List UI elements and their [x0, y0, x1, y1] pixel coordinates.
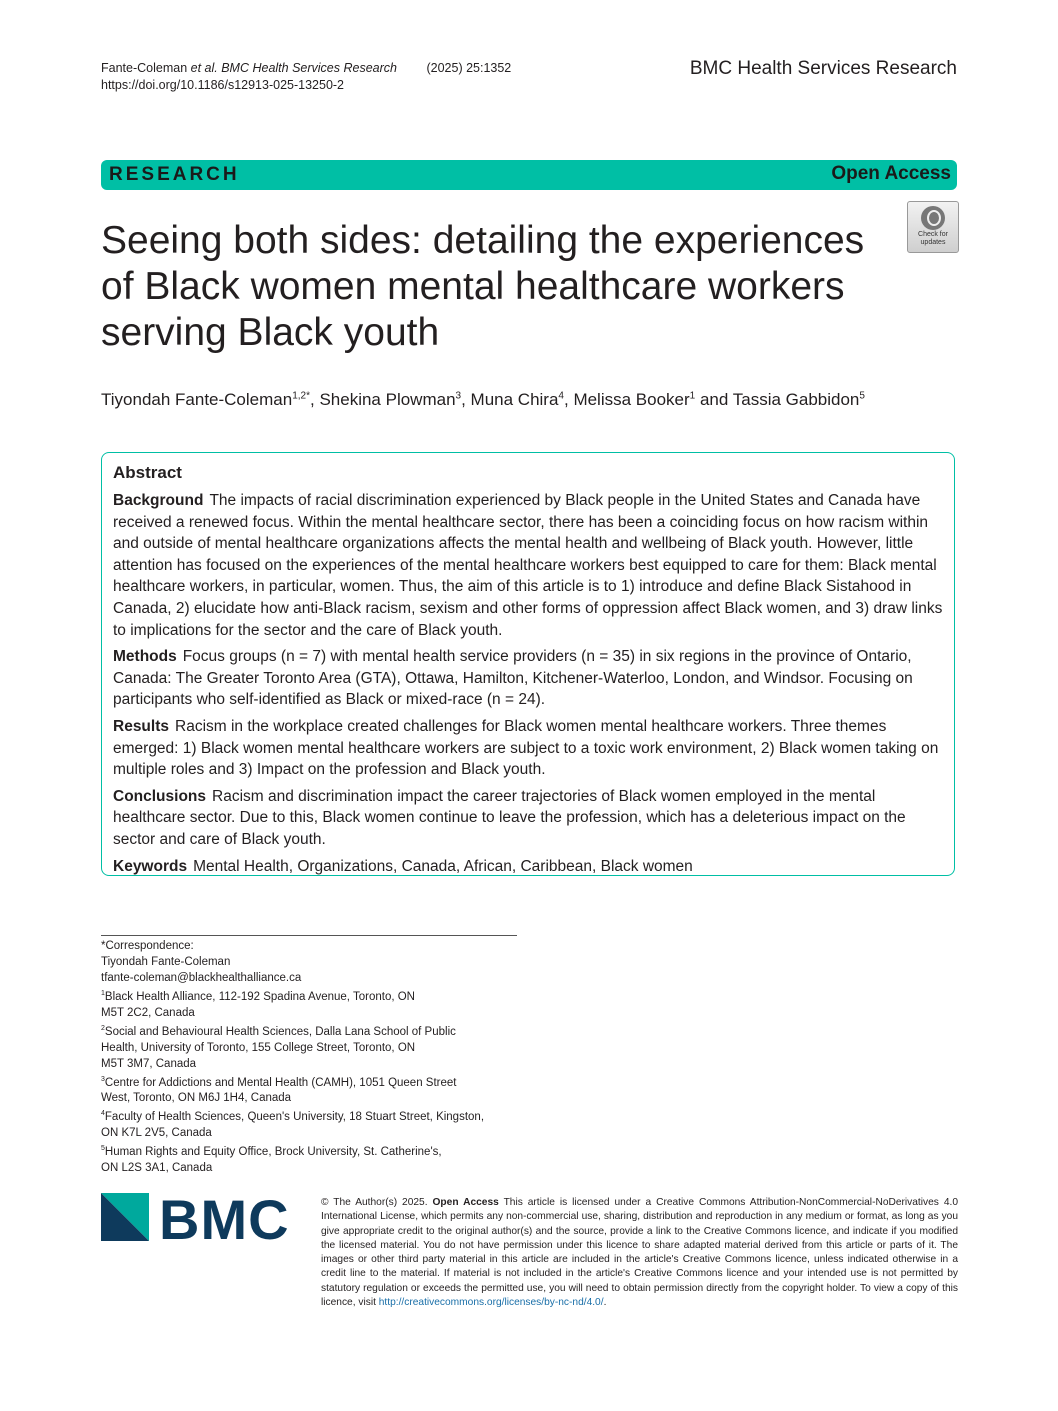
abstract-conclusions: Conclusions Racism and discrimination impact the career trajectories of Black women employed in the mental healthcare sector. Due to this, Black women continue to leave the profession, which has a deleterious impact on the sector and care of Black youth. — [113, 787, 906, 848]
abstract-background: Background The impacts of racial discrimination experienced by Black people in the United States and Canada have received a renewed focus. Within the mental healthcare sector, there has been a coinciding focus on how racism within and outside of mental healthcare organizations affects the mental health and wellbeing of Black youth. However, little attention has focused on the experiences of the mental healthcare workers best equipped to care for them: Black mental healthcare workers, in particular, women. Thus, the aim of this article is to 1) introduce and define Black Sistahood in Canada, 2) elucidate how anti-Black racism, sexism and other forms of oppression affect Black women, and 3) draw links to implications for the sector and the care of Black youth. — [113, 492, 943, 639]
correspondence-email[interactable]: tfante-coleman@blackhealthalliance.ca — [101, 972, 302, 984]
header-journal: et al. BMC Health Services Research — [190, 61, 397, 75]
correspondence-name: Tiyondah Fante-Coleman — [101, 956, 231, 968]
affiliation-4: $^4$Faculty of Health Sciences, Queen's University, 18 Stuart Street, Kingston, ON K7L 2V5, Canada — [101, 1110, 485, 1140]
affiliation-1: $^1$Black Health Alliance, 112-192 Spadina Avenue, Toronto, ON M5T 2C2, Canada — [101, 990, 415, 1019]
license-link[interactable]: http://creativecommons.org/licenses/by-nc-nd/4.0/ — [378, 1297, 604, 1309]
author[interactable]: Tiyondah Fante-Coleman$^{1,2*}$ — [101, 390, 310, 409]
bookmark-icon — [921, 206, 945, 230]
affiliation-5: $^5$Human Rights and Equity Office, Brock University, St. Catherine's, ON L2S 3A1, Canada — [101, 1145, 442, 1175]
open-access-label: Open Access — [831, 163, 951, 184]
abstract-box — [101, 452, 955, 876]
abstract-keywords: Keywords Mental Health, Organizations, Canada, African, Caribbean, Black women — [113, 857, 693, 875]
license-open-access: Open Access — [432, 1197, 499, 1208]
author[interactable]: Shekina Plowman$^3$ — [319, 390, 462, 409]
check-for-updates-text: Check for updates — [918, 231, 948, 246]
license-body: This article is licensed under a Creative Commons Attribution-NonCommercial-NoDerivatives 4.0 International License, which permits any non-commercial use, sharing, distribution and reproduction in any medium or format, as long as you give appropriate credit to the original author(s) and the source, provide a link to the Creative Commons licence, and indicate if you modified the licensed material. You do not have permission under this licence to share adapted material derived from this article or parts of it. The images or other third party material in this article are included in the article's Creative Commons licence, unless indicated otherwise in a credit line to the material. If material is not included in the article's Creative Commons licence and your intended use is not permitted by statutory regulation or exceeds the permitted use, you will need to obtain permission directly from the copyright holder. To view a copy of this licence, visit — [321, 1197, 958, 1309]
header-authors: Fante-Coleman — [101, 61, 188, 75]
abstract-heading: Abstract — [113, 463, 182, 482]
abstract-methods: Methods Focus groups (n = 7) with mental health service providers (n = 35) in six regions in the province of Ontario, Canada: The Greater Toronto Area (GTA), Ottawa, Hamilton, Kitchener-Waterloo, London, and Windsor. Focusing on participants who self-identified as Black or mixed-race (n = 24). — [113, 648, 913, 709]
affiliation-3: $^3$Centre for Addictions and Mental Health (CAMH), 1051 Queen Street West, Toronto, ON M6J 1H4, Canada — [101, 1075, 457, 1105]
bmc-logo — [101, 1188, 297, 1251]
author[interactable]: Melissa Booker$^1$ — [573, 390, 696, 409]
author-list: Tiyondah Fante-Coleman$^{1,2*}$, Shekina Plowman$^3$, Muna Chira$^4$, Melissa Booker$^1$ and Tassia Gabbidon$^5$ — [101, 390, 865, 409]
abstract-results: Results Racism in the workplace created challenges for Black women mental healthcare workers. Three themes emerged: 1) Black women mental healthcare workers are subject to a toxic work environment, 2) Black women taking on multiple roles and 3) Impact on the profession and Black youth. — [113, 717, 939, 779]
running-header — [101, 60, 511, 94]
article-title: Seeing both sides: detailing the experiences of Black women mental healthcare workers serving Black youth — [101, 219, 865, 354]
footnotes — [101, 938, 521, 1176]
bmc-logo-text: BMC — [159, 1188, 290, 1251]
author[interactable]: Muna Chira$^4$ — [470, 390, 564, 409]
author[interactable]: Tassia Gabbidon$^5$ — [732, 390, 865, 409]
article-type-band — [101, 160, 957, 190]
journal-name: BMC Health Services Research — [689, 58, 957, 79]
license-statement: © The Author(s) 2025. Open Access This article is licensed under a Creative Commons Attribution-NonCommercial-NoDerivatives 4.0 International License, which permits any non-commercial use, sharing, distribution and reproduction in any medium or format, as long as you give appropriate credit to the original author(s) and the source, provide a link to the Creative Commons licence, and indicate if you modified the licensed material. You do not have permission under this licence to share adapted material derived from this article or parts of it. The images or other third party material in this article are included in the article's Creative Commons licence, unless indicated otherwise in a credit line to the material. If material is not included in the article's Creative Commons licence and your intended use is not permitted by statutory regulation or exceeds the permitted use, you will need to obtain permission directly from the copyright holder. To view a copy of this licence, visit http://creativecommons.org/licenses/by-nc-nd/4.0/. — [321, 1197, 958, 1309]
correspondence-label: *Correspondence: — [101, 940, 194, 952]
footnote-divider — [101, 935, 517, 936]
bmc-logo-mark-icon — [101, 1193, 155, 1247]
check-for-updates-badge[interactable] — [907, 201, 959, 253]
doi-link[interactable]: https://doi.org/10.1186/s12913-025-13250-2 — [101, 78, 345, 92]
affiliation-2: $^2$Social and Behavioural Health Sciences, Dalla Lana School of Public Health, University of Toronto, 155 College Street, Toronto, ON M5T 3M7, Canada — [101, 1024, 456, 1070]
citation-line — [101, 60, 511, 77]
article-type-label: RESEARCH — [109, 164, 240, 185]
header-year-volume: (2025) 25:1352 — [426, 61, 512, 75]
